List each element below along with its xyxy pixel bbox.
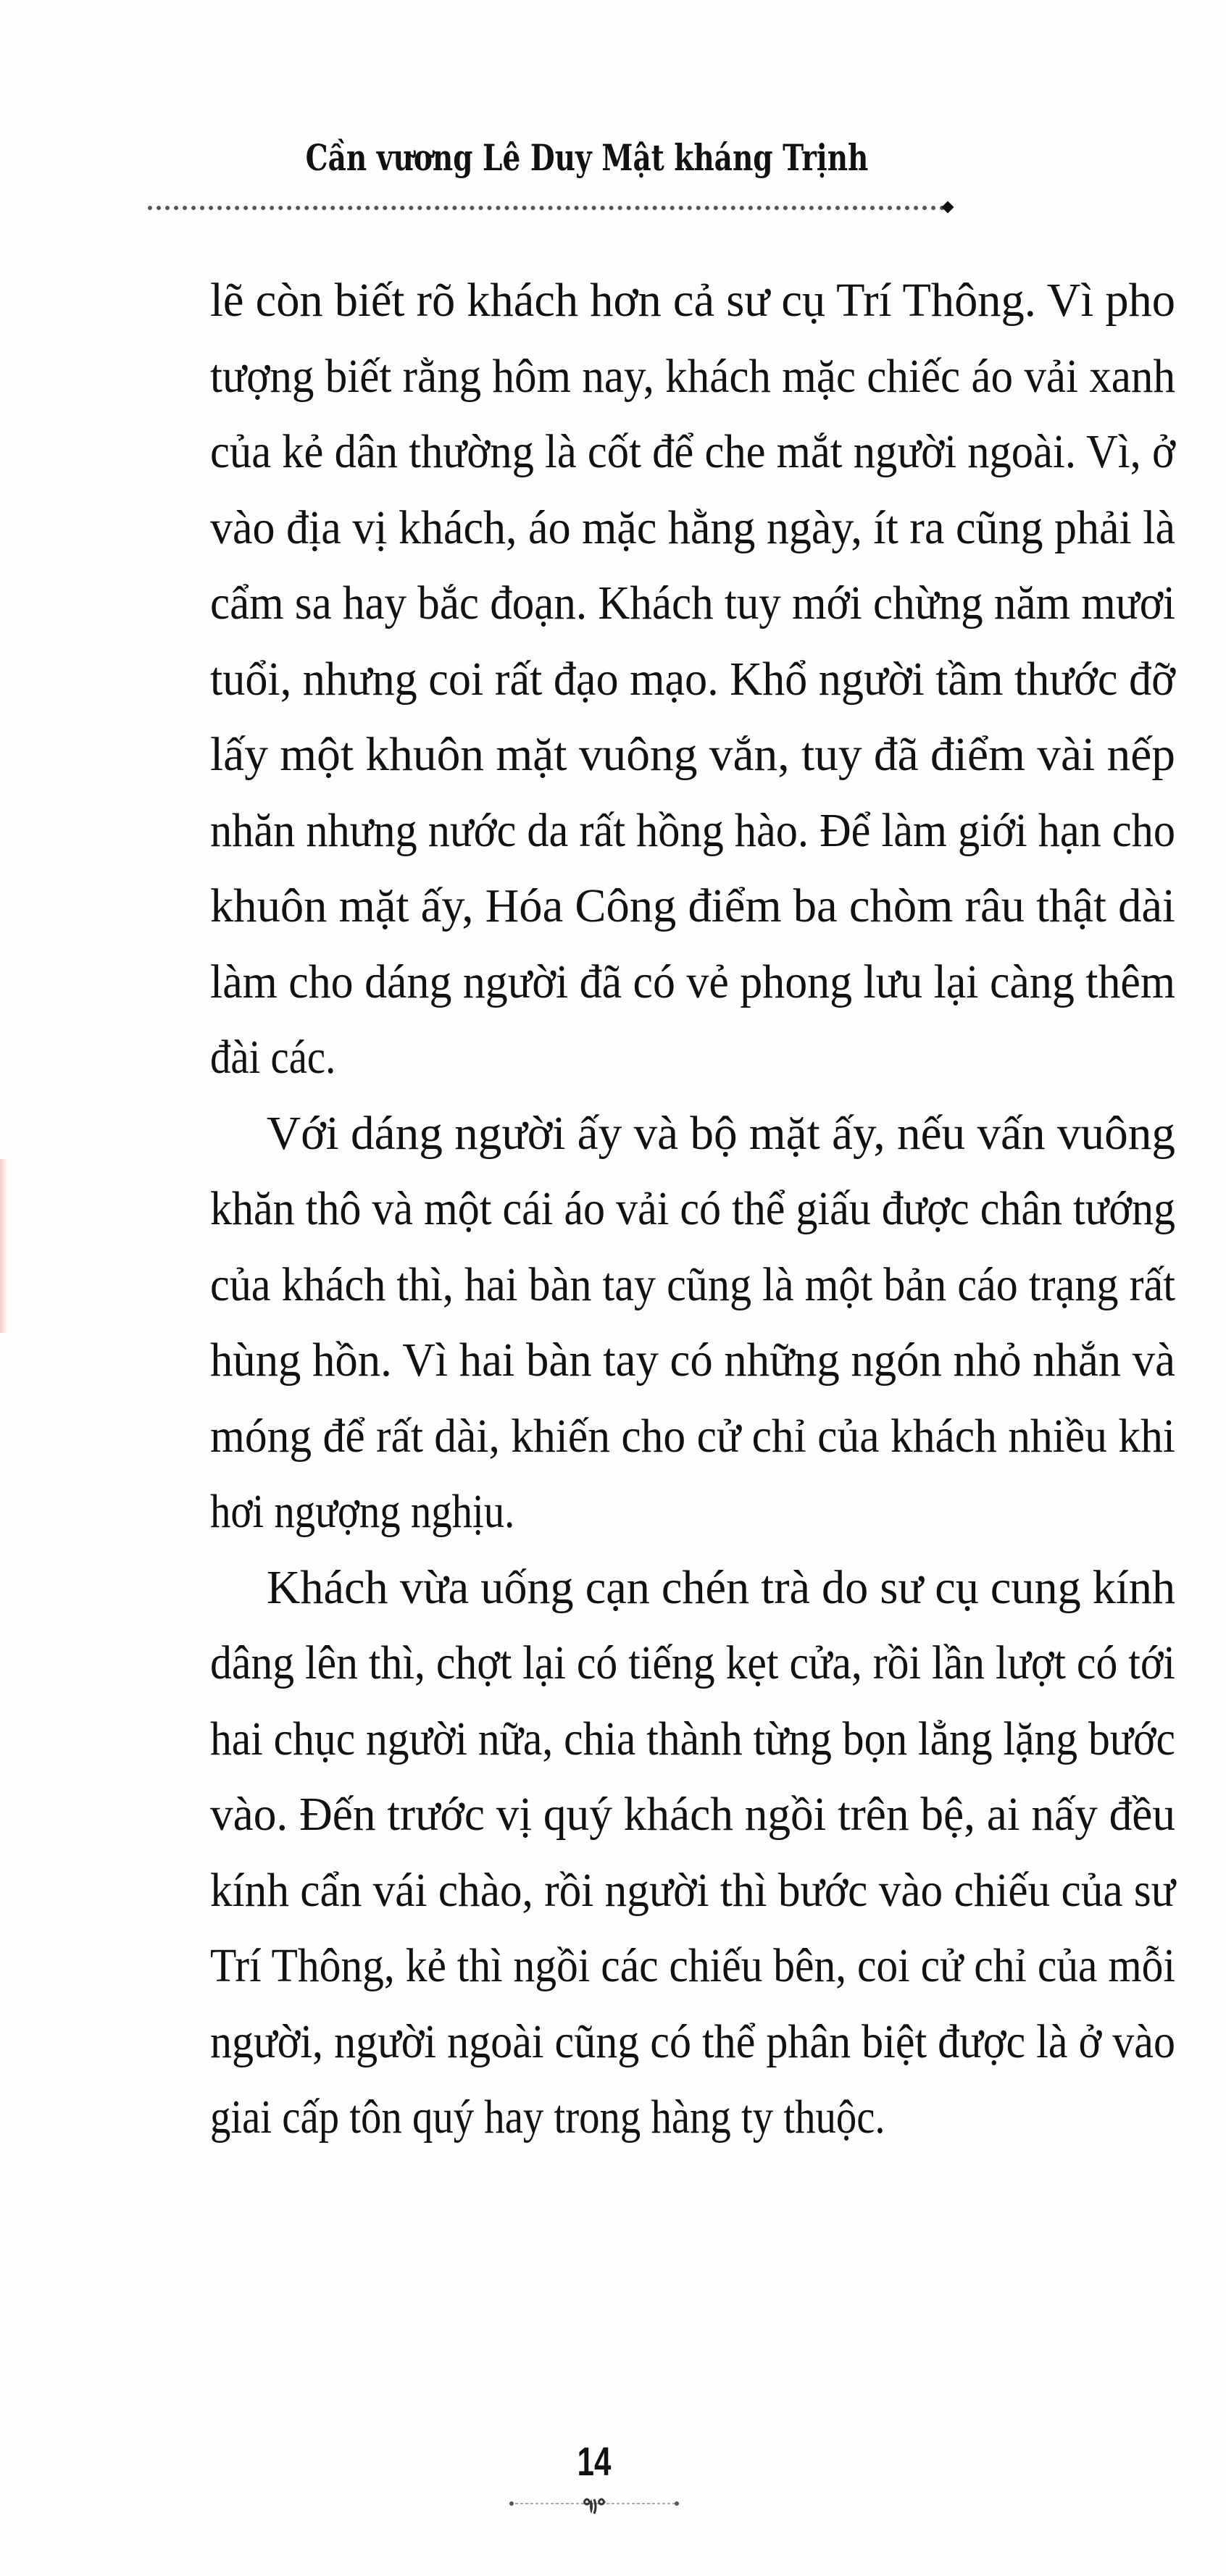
text-line: [210, 340, 1175, 413]
text-line: [210, 2081, 1175, 2154]
text-line: [210, 643, 1175, 716]
text-line-content: kính cẩn vái chào, rồi người thì bước vào chiếu của sư: [210, 1863, 1175, 1917]
text-line: [210, 870, 1175, 942]
text-line-content: cẩm sa hay bắc đoạn. Khách tuy mới chừng năm mươi: [210, 577, 1175, 630]
text-line-content: của kẻ dân thường là cốt để che mắt người ngoài. Vì, ở: [210, 425, 1175, 478]
text-line: [210, 795, 1175, 867]
text-line-content: vào địa vị khách, áo mặc hằng ngày, ít ra cũng phải là: [210, 501, 1175, 554]
text-line-content: vào. Đến trước vị quý khách ngồi trên bệ, ai nấy đều: [210, 1788, 1175, 1841]
text-line: [210, 567, 1175, 640]
text-line: [210, 492, 1175, 564]
text-line-content: Trí Thông, kẻ thì ngồi các chiếu bên, coi cử chỉ của mỗi: [210, 1939, 1175, 1992]
text-line-content: Với dáng người ấy và bộ mặt ấy, nếu vấn vuông: [267, 1106, 1175, 1160]
text-line-content: tượng biết rằng hôm nay, khách mặc chiếc áo vải xanh: [210, 349, 1175, 403]
text-line: [210, 416, 1175, 488]
text-line: [210, 1930, 1175, 2002]
header-dotted-rule: [148, 206, 945, 210]
text-line-content: lẽ còn biết rõ khách hơn cả sư cụ Trí Thông. Vì pho: [210, 274, 1175, 327]
text-line-content: tuổi, nhưng coi rất đạo mạo. Khổ người tầm thước đỡ: [210, 652, 1175, 706]
text-line: [210, 2006, 1175, 2078]
text-line: [210, 1778, 1175, 1851]
text-line: [210, 1324, 1175, 1397]
text-line-content: người, người ngoài cũng có thể phân biệt được là ở vào: [210, 2015, 1175, 2068]
text-line-content: lấy một khuôn mặt vuông vắn, tuy đã điểm vài nếp: [210, 728, 1175, 781]
text-line-content: hai chục người nữa, chia thành từng bọn lẳng lặng bước: [210, 1712, 1175, 1765]
text-line-content: Khách vừa uống cạn chén trà do sư cụ cung kính: [267, 1560, 1175, 1614]
text-line-content: khăn thô và một cái áo vải có thể giấu được chân tướng: [210, 1182, 1175, 1235]
text-line-content: đài các.: [210, 1031, 336, 1084]
text-line-content: của khách thì, hai bàn tay cũng là một bản cáo trạng rất: [210, 1258, 1175, 1311]
page-edge-tint: [0, 1159, 7, 1333]
text-line-content: nhăn nhưng nước da rất hồng hào. Để làm giới hạn cho: [210, 803, 1175, 857]
text-line: [210, 1173, 1175, 1245]
header-rule-diamond-icon: [942, 201, 954, 214]
text-line: [210, 946, 1175, 1019]
text-line: [210, 1400, 1175, 1473]
text-line-content: hùng hồn. Vì hai bàn tay có những ngón nhỏ nhắn và: [210, 1334, 1175, 1387]
text-line: [210, 719, 1175, 791]
text-line: [210, 264, 1175, 337]
text-line-content: giai cấp tôn quý hay trong hàng ty thuộc.: [210, 2091, 885, 2144]
text-line: [210, 1703, 1175, 1776]
text-line-content: làm cho dáng người đã có vẻ phong lưu lại càng thêm: [210, 955, 1175, 1008]
text-line: [210, 1627, 1175, 1699]
text-line: [210, 1249, 1175, 1321]
page-number: 14: [577, 2438, 612, 2484]
text-line: [210, 1476, 1175, 1548]
text-line: [267, 1552, 1175, 1624]
footer-ornament-icon: [507, 2492, 681, 2521]
running-title: Cần vương Lê Duy Mật kháng Trịnh: [305, 136, 869, 179]
text-line-content: dâng lên thì, chợt lại có tiếng kẹt cửa, rồi lần lượt có tới: [210, 1636, 1175, 1689]
text-line-content: hơi ngượng nghịu.: [210, 1485, 515, 1538]
text-line: [210, 1854, 1175, 1927]
text-line-content: móng để rất dài, khiến cho cử chỉ của khách nhiều khi: [210, 1409, 1175, 1463]
text-line: [267, 1097, 1175, 1170]
text-line: [210, 1021, 1175, 1094]
text-line-content: khuôn mặt ấy, Hóa Công điểm ba chòm râu thật dài: [210, 879, 1175, 932]
